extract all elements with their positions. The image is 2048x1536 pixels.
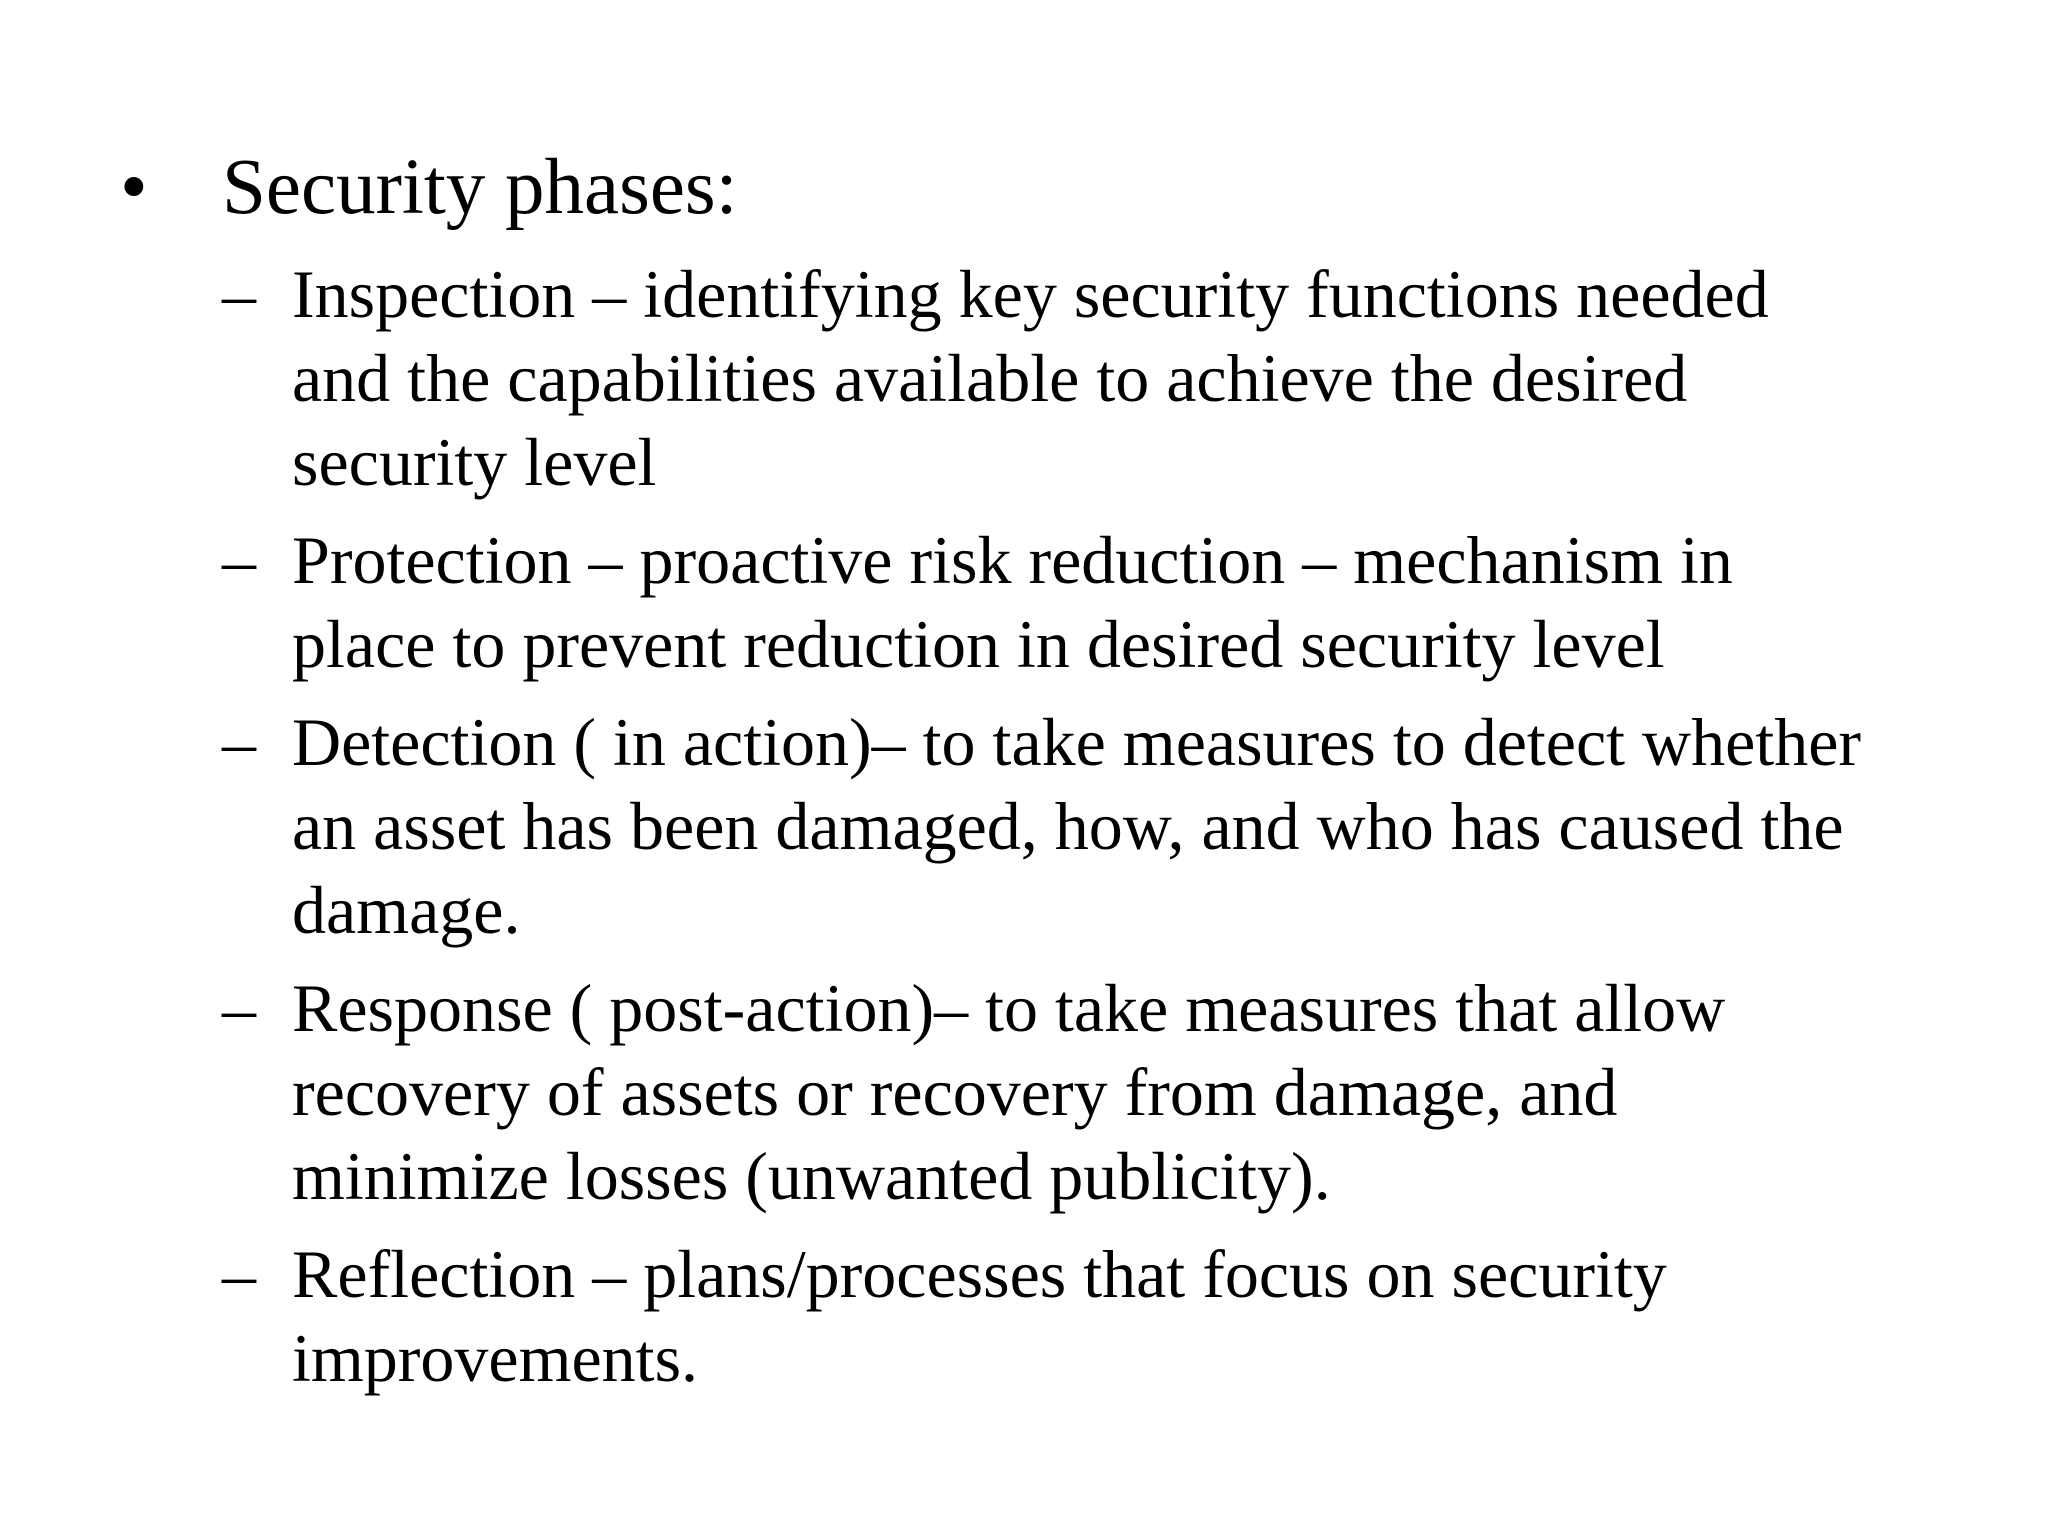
sub-bullet-line: Inspection – identifying key security functions needed: [292, 256, 1769, 332]
sub-bullet-line: Detection ( in action)– to take measures to detect whether: [292, 704, 1862, 780]
sub-bullet-protection: [222, 518, 1902, 686]
sub-bullet-detection: [222, 700, 1902, 952]
sub-bullet-inspection: [222, 252, 1902, 504]
dash-icon: –: [222, 522, 256, 598]
sub-bullet-response: [222, 966, 1902, 1218]
sub-bullet-line: improvements.: [292, 1320, 699, 1396]
bullet-heading: Security phases:: [222, 144, 738, 231]
sub-bullet-line: damage.: [292, 872, 521, 948]
sub-bullet-line: and the capabilities available to achieve the desired: [292, 340, 1688, 416]
sub-bullet-reflection: [222, 1232, 1902, 1400]
sub-bullet-line: recovery of assets or recovery from damage, and: [292, 1054, 1618, 1130]
sub-bullet-list: [222, 252, 1902, 1414]
sub-bullet-line: Reflection – plans/processes that focus on security: [292, 1236, 1667, 1312]
dash-icon: –: [222, 1236, 256, 1312]
dash-icon: –: [222, 256, 256, 332]
bullet-icon: •: [120, 144, 148, 231]
dash-icon: –: [222, 704, 256, 780]
sub-bullet-line: an asset has been damaged, how, and who has caused the: [292, 788, 1844, 864]
sub-bullet-line: Protection – proactive risk reduction – mechanism in: [292, 522, 1733, 598]
dash-icon: –: [222, 970, 256, 1046]
sub-bullet-line: security level: [292, 424, 657, 500]
sub-bullet-line: Response ( post-action)– to take measures that allow: [292, 970, 1726, 1046]
sub-bullet-line: minimize losses (unwanted publicity).: [292, 1138, 1331, 1214]
sub-bullet-line: place to prevent reduction in desired security level: [292, 606, 1665, 682]
